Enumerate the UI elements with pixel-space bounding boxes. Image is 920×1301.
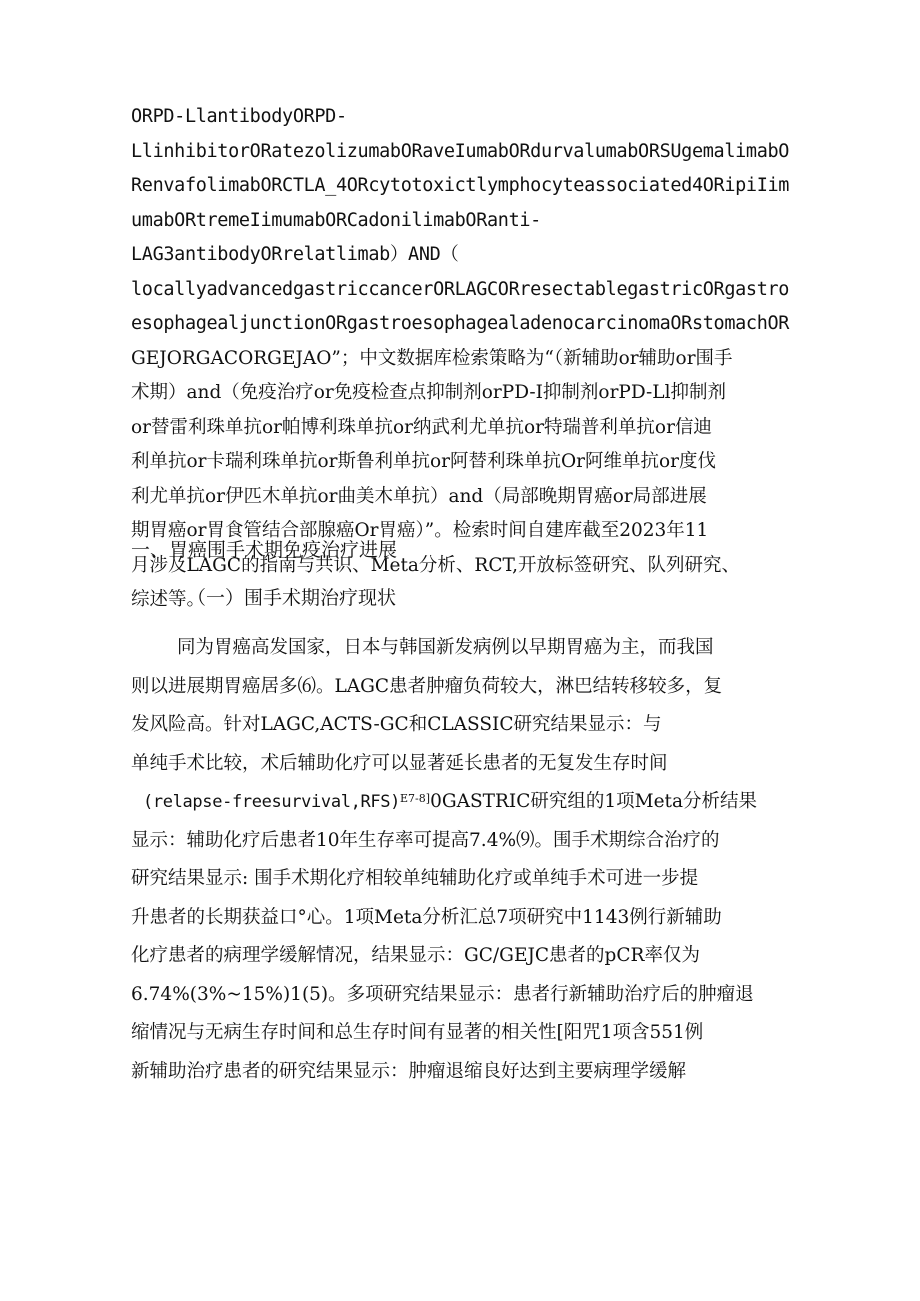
- text-line: 化疗患者的病理学缓解情况，结果显示：GC/GEJC患者的pCR率仅为: [131, 945, 700, 966]
- text-line: ORPD-LlantibodyORPD-: [131, 106, 347, 127]
- text-line: esophagealjunctionORgastroesophagealadenocarcinomaORstomachOR: [131, 313, 790, 334]
- text-line: 新辅助治疗患者的研究结果显示：肿瘤退缩良好达到主要病理学缓解: [131, 1060, 687, 1082]
- subsection-heading: （一）围手术期治疗现状: [187, 587, 397, 609]
- text-line: 利单抗or卡瑞利珠单抗or斯鲁利单抗or阿替利珠单抗Or阿维单抗or度伐: [131, 451, 716, 472]
- text-line: 术期）and（免疫治疗or免疫检查点抑制剂orPD-I抑制剂orPD-Ll抑制剂: [131, 382, 726, 403]
- text-line: 综述等。: [131, 589, 206, 610]
- text-line: 月涉及LAGC的指南与共识、Meta分析、RCT,开放标签研究、队列研究、: [131, 554, 741, 576]
- text-line: LAG3antibodyORrelatlimab）AND（: [131, 244, 459, 265]
- text-line: 研究结果显示: 围手术期化疗相较单纯辅助化疗或单纯手术可进一步提: [131, 868, 699, 889]
- text-line: GEJORGACORGEJAO”；中文数据库检索策略为“（新辅助or辅助or围手: [131, 347, 733, 369]
- text-run: 0GASTRIC研究组的1项Meta分析结果: [430, 791, 758, 812]
- text-line: 6.74%(3%~15%)1(5)。多项研究结果显示：患者行新辅助治疗后的肿瘤退: [131, 983, 754, 1005]
- text-line: locallyadvancedgastriccancerORLAGCORresectablegastricORgastro: [131, 278, 790, 300]
- text-line: 则以进展期胃癌居多⑹。LAGC患者肿瘤负荷较大，淋巴结转移较多，复: [131, 675, 723, 697]
- text-line: 单纯手术比较，术后辅助化疗可以显著延长患者的无复发生存时间: [131, 752, 668, 774]
- text-line: RenvafolimabORCTLA_4ORcytotoxictlymphocyteassociated4ORipiIim: [131, 175, 790, 196]
- citation-ref: E7-8]: [400, 792, 431, 805]
- text-line: or替雷利珠单抗or帕博利珠单抗or纳武利尤单抗or特瑞普利单抗or信迪: [131, 416, 712, 438]
- text-run: (relapse-freesurvival,RFS): [143, 792, 401, 812]
- text-line: 发风险高。针对LAGC,ACTS-GC和CLASSIC研究结果显示：与: [131, 714, 662, 735]
- text-line: 期胃癌or胃食管结合部腺癌Or胃癌）”。检索时间自建库截至2023年11: [131, 520, 709, 541]
- section-heading: 一、胃癌围手术期免疫治疗进展: [131, 539, 398, 561]
- text-line: [131, 783, 811, 822]
- body-paragraph: [131, 629, 811, 1091]
- text-line: 升患者的长期获益口°心。1项Meta分析汇总7项研究中1143例行新辅助: [131, 906, 722, 928]
- text-line: 缩情况与无病生存时间和总生存时间有显著的相关性[阳咒1项含551例: [131, 1022, 704, 1043]
- text-line: 显示：辅助化疗后患者10年生存率可提高7.4%⑼。围手术期综合治疗的: [131, 829, 720, 851]
- text-line: LlinhibitorORatezolizumabORaveIumabORdurvalumabORSUgemalimabO: [131, 140, 790, 162]
- text-line: 同为胃癌高发国家，日本与韩国新发病例以早期胃癌为主，而我国: [177, 637, 714, 658]
- text-line: 利尤单抗or伊匹木单抗or曲美木单抗）and（局部晚期胃癌or局部进展: [131, 485, 707, 507]
- text-line: umabORtremeIimumabORCadonilimabORanti-: [131, 209, 541, 231]
